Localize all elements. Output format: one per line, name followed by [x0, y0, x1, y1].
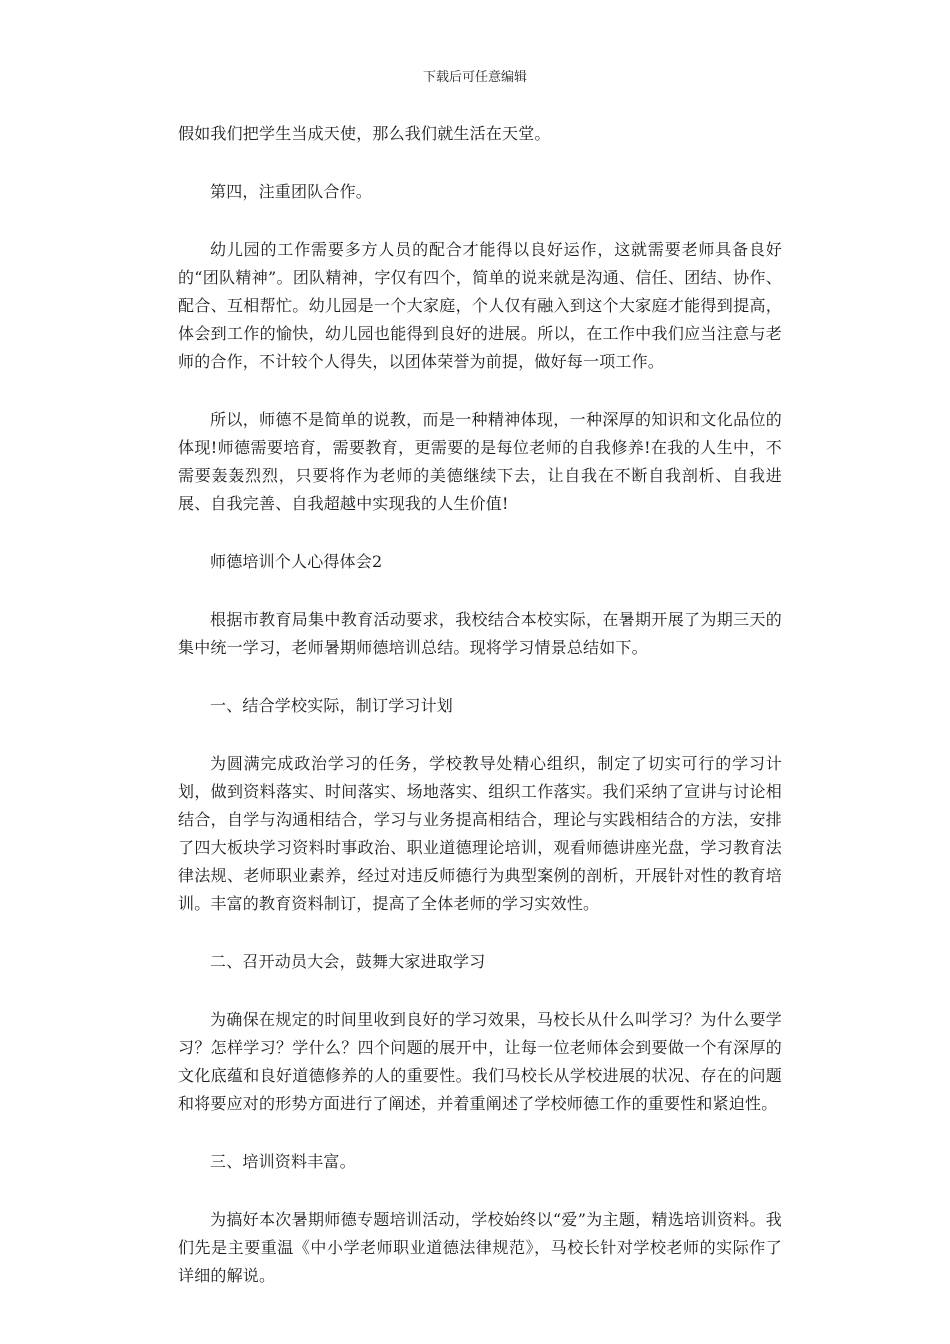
paragraph: 为圆满完成政治学习的任务，学校教导处精心组织，制定了切实可行的学习计划，做到资料落实、时间落实、场地落实、组织工作落实。我们采纳了宣讲与讨论相结合，自学与沟通相结合，学习与业务提高相结合，理论与实践相结合的方法，安排了四大板块学习资料时事政治、职业道德理论培训，观看师德讲座光盘，学习教育法律法规、老师职业素养，经过对违反师德行为典型案例的剖析，开展针对性的教育培训。丰富的教育资料制订，提高了全体老师的学习实效性。 [178, 754, 782, 913]
section-heading: 师德培训个人心得体会2 [210, 552, 383, 571]
section-heading: 三、培训资料丰富。 [210, 1152, 356, 1171]
section-heading: 一、结合学校实际，制订学习计划 [210, 696, 454, 715]
paragraph: 幼儿园的工作需要多方人员的配合才能得以良好运作，这就需要老师具备良好的“团队精神”。团队精神，字仅有四个，简单的说来就是沟通、信任、团结、协作、配合、互相帮忙。幼儿园是一个大家庭，个人仅有融入到这个大家庭才能得到提高，体会到工作的愉快，幼儿园也能得到良好的进展。所以，在工作中我们应当注意与老师的合作，不计较个人得失，以团体荣誉为前提，做好每一项工作。 [178, 240, 782, 371]
paragraph: 为确保在规定的时间里收到良好的学习效果，马校长从什么叫学习？为什么要学习？怎样学习？学什么？四个问题的展开中，让每一位老师体会到要做一个有深厚的文化底蕴和良好道德修养的人的重要性。我们马校长从学校进展的状况、存在的问题和将要应对的形势方面进行了阐述，并着重阐述了学校师德工作的重要性和紧迫性。 [178, 1010, 782, 1113]
paragraph: 假如我们把学生当成天使，那么我们就生活在天堂。 [178, 124, 551, 143]
page-header: 下载后可任意编辑 [422, 70, 527, 85]
section-heading: 第四，注重团队合作。 [210, 182, 373, 201]
section-heading: 二、召开动员大会，鼓舞大家进取学习 [210, 952, 486, 971]
document-body [178, 120, 782, 1320]
paragraph: 所以，师德不是简单的说教，而是一种精神体现，一种深厚的知识和文化品位的体现!师德需要培育，需要教育，更需要的是每位老师的自我修养!在我的人生中，不需要轰轰烈烈，只要将作为老师的美德继续下去，让自我在不断自我剖析、自我进展、自我完善、自我超越中实现我的人生价值! [178, 410, 782, 513]
paragraph: 根据市教育局集中教育活动要求，我校结合本校实际，在暑期开展了为期三天的集中统一学习，老师暑期师德培训总结。现将学习情景总结如下。 [178, 610, 782, 657]
paragraph: 为搞好本次暑期师德专题培训活动，学校始终以“爱”为主题，精选培训资料。我们先是主要重温《中小学老师职业道德法律规范》，马校长针对学校老师的实际作了详细的解说。 [178, 1210, 782, 1285]
